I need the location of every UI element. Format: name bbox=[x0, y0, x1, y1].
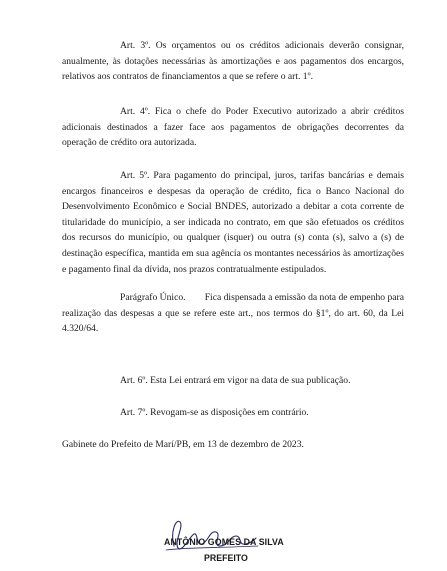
signatory-name: ANTÔNIO GOMES DA SILVA bbox=[164, 537, 284, 547]
paragrafo-unico-label: Parágrafo Único. bbox=[120, 292, 186, 303]
article-7: Art. 7º. Revogam-se as disposições em contrário. bbox=[120, 407, 309, 418]
article-4-text: Art. 4º. Fica o chefe do Poder Executivo autorizado a abrir créditos adicionais destinados a fazer face aos pagamentos de obrigações decorrentes da operação de crédito ora autorizada. bbox=[62, 106, 404, 149]
article-3 bbox=[62, 38, 404, 85]
paragrafo-unico bbox=[62, 290, 404, 337]
article-6: Art. 6º. Esta Lei entrará em vigor na data de sua publicação. bbox=[120, 375, 351, 386]
article-4 bbox=[62, 104, 404, 151]
article-5-text: Art. 5º. Para pagamento do principal, juros, tarifas bancárias e demais encargos financeiros e despesas da operação de crédito, fica o Banco Nacional do Desenvolvimento Econômico e Social BNDES, autorizado a debitar a cota corrente de titularidade do município, a ser indicada no contrato, em que são efetuados os créditos dos recursos do município, ou qualquer (isquer) ou outra (s) conta (s), salvo a (s) de destinação específica, mantida em sua agência os montantes necessários às amortizações e pagamento final da dívida, nos prazos contratualmente estipulados. bbox=[62, 170, 404, 275]
closing-line: Gabinete do Prefeito de Marí/PB, em 13 de dezembro de 2023. bbox=[62, 439, 304, 450]
paragrafo-unico-text: Fica dispensada a emissão da nota de empenho para realização das despesas a que se refere este art., nos termos do §1º, do art. 60, da Lei 4.320/64. bbox=[62, 292, 404, 335]
signature-scribble-icon bbox=[160, 506, 260, 556]
signatory-role: PREFEITO bbox=[204, 553, 248, 563]
article-5 bbox=[62, 168, 404, 277]
article-3-text: Art. 3º. Os orçamentos ou os créditos adicionais deverão consignar, anualmente, às dotações necessárias às amortizações e aos pagamentos dos encargos, relativos aos contratos de financiamentos a que se refere o art. 1º. bbox=[62, 40, 404, 83]
